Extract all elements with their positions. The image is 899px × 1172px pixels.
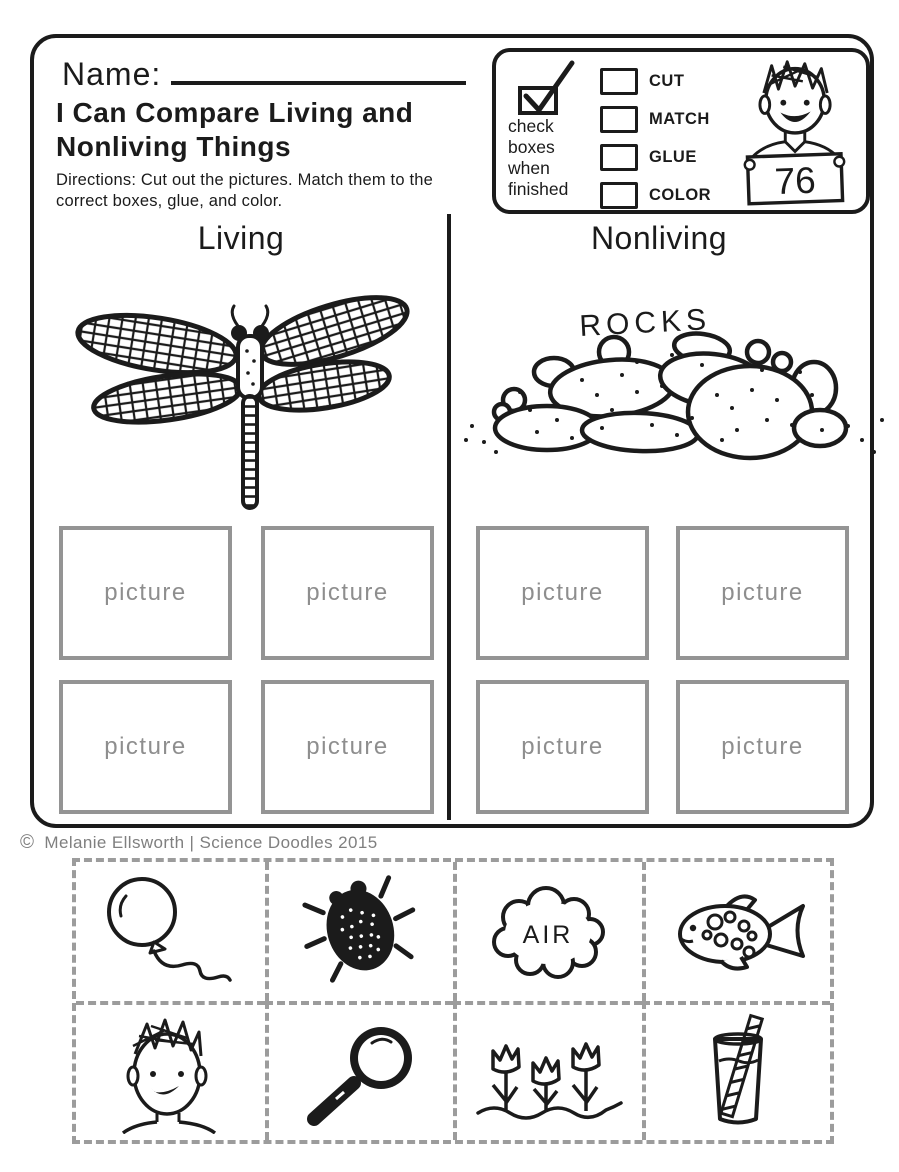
boy-icon <box>95 1012 245 1134</box>
name-label: Name: <box>62 56 162 92</box>
checklist-row-cut[interactable] <box>600 68 711 95</box>
page-title <box>56 96 496 164</box>
name-row <box>62 56 466 93</box>
cut-label: CUT <box>649 72 685 90</box>
air-label: AIR <box>522 920 574 949</box>
drink-with-straw-icon <box>663 1013 813 1133</box>
cutout-magnifying-glass[interactable] <box>265 1001 454 1140</box>
cut-checkbox[interactable] <box>600 68 638 95</box>
color-checkbox[interactable] <box>600 182 638 209</box>
page-number: 76 <box>773 158 817 203</box>
match-label: MATCH <box>649 110 710 128</box>
name-input-line[interactable] <box>171 81 466 85</box>
cutout-balloon[interactable] <box>76 862 265 1001</box>
checkmark-box-icon <box>506 58 578 118</box>
boy-with-sign-icon <box>732 54 860 208</box>
directions-text: Directions: Cut out the pictures. Match them to the correct boxes, glue, and color. <box>56 171 434 210</box>
nonliving-column-header: Nonliving <box>590 220 728 256</box>
rocks-label: ROCKS <box>578 303 712 343</box>
checklist-note: check boxes when finished <box>508 116 569 199</box>
picture-box-nonliving-2[interactable]: picture <box>676 526 849 660</box>
flowers-icon <box>474 1013 624 1133</box>
cutout-boy[interactable] <box>76 1001 265 1140</box>
dragonfly-icon <box>62 276 452 526</box>
copyright-icon: © <box>20 832 35 853</box>
credit-text: Melanie Ellsworth | Science Doodles 2015 <box>44 833 378 852</box>
balloon-icon <box>90 872 250 992</box>
title-line-1: I Can Compare Living and <box>56 97 414 128</box>
cutout-fish[interactable] <box>642 862 831 1001</box>
checklist-row-glue[interactable] <box>600 144 711 171</box>
picture-box-nonliving-4[interactable]: picture <box>676 680 849 814</box>
cutout-bug[interactable] <box>265 862 454 1001</box>
glue-label: GLUE <box>649 148 697 166</box>
picture-box-living-4[interactable]: picture <box>261 680 434 814</box>
picture-box-living-2[interactable]: picture <box>261 526 434 660</box>
checklist-row-match[interactable] <box>600 106 711 133</box>
cutout-flowers[interactable] <box>453 1001 642 1140</box>
checklist-items <box>600 68 711 220</box>
picture-box-living-1[interactable]: picture <box>59 526 232 660</box>
cutout-drink[interactable] <box>642 1001 831 1140</box>
rocks-icon <box>462 300 887 475</box>
glue-checkbox[interactable] <box>600 144 638 171</box>
cutout-air-cloud[interactable] <box>453 862 642 1001</box>
cutout-grid <box>72 858 834 1144</box>
air-cloud-icon <box>474 872 624 992</box>
picture-box-nonliving-3[interactable]: picture <box>476 680 649 814</box>
match-checkbox[interactable] <box>600 106 638 133</box>
title-line-2: Nonliving Things <box>56 131 292 162</box>
bug-icon <box>286 872 436 992</box>
color-label: COLOR <box>649 186 712 204</box>
living-column-header: Living <box>197 220 285 256</box>
worksheet-card <box>30 34 874 828</box>
magnifying-glass-icon <box>286 1013 436 1133</box>
copyright-line <box>20 832 378 854</box>
picture-box-living-3[interactable]: picture <box>59 680 232 814</box>
checklist-row-color[interactable] <box>600 182 711 209</box>
checklist-panel <box>492 48 870 214</box>
fish-icon <box>663 872 813 992</box>
picture-box-nonliving-1[interactable]: picture <box>476 526 649 660</box>
